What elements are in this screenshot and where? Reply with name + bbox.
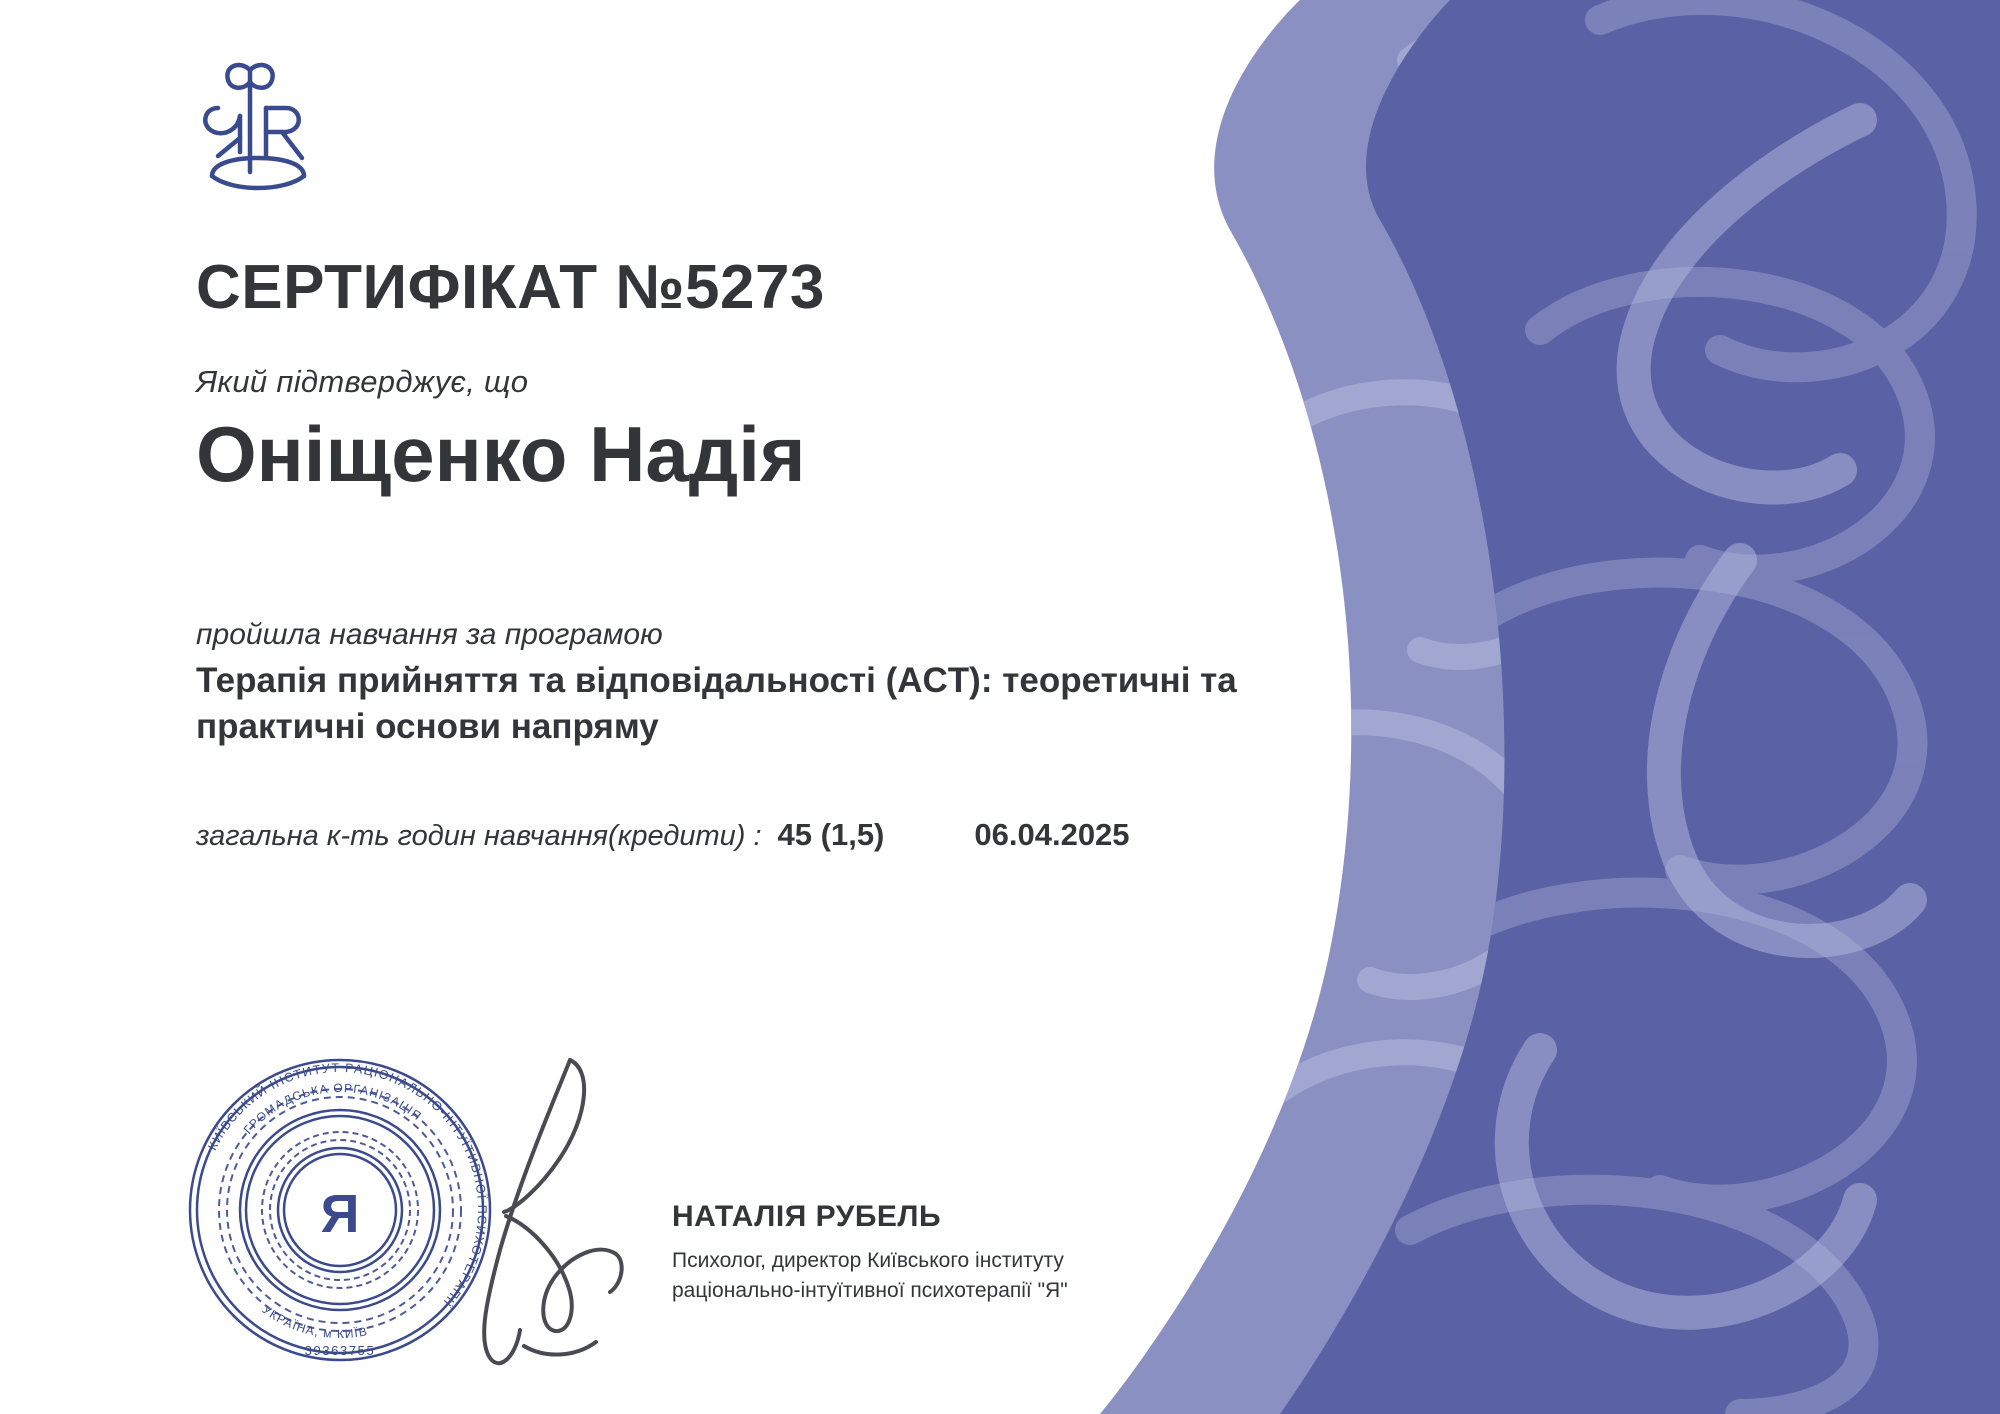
hours-value: 45 (1,5) xyxy=(777,816,885,852)
svg-text:УКРАЇНА, м КИЇВ: УКРАЇНА, м КИЇВ xyxy=(259,1302,370,1342)
svg-text:КИЇВСЬКИЙ ІНСТИТУТ РАЦІОНАЛЬНО: КИЇВСЬКИЙ ІНСТИТУТ РАЦІОНАЛЬНО-ІНТУЇТИВНОЇ ПСИХОТЕРАПІЇ xyxy=(205,1060,490,1310)
svg-text:39363755: 39363755 xyxy=(304,1343,376,1358)
page-title: СЕРТИФІКАТ №5273 xyxy=(196,253,825,322)
signer-role: Психолог, директор Київського інституту раціонально-інтуїтивної психотерапії "Я" xyxy=(672,1249,1068,1303)
signer-block xyxy=(672,1200,1152,1307)
hours-row xyxy=(196,817,1396,853)
svg-text:ГРОМАДСЬКА ОРГАНІЗАЦІЯ: ГРОМАДСЬКА ОРГАНІЗАЦІЯ xyxy=(240,1080,425,1137)
hours-label: загальна к-ть годин навчання(кредити) : xyxy=(196,819,762,852)
signer-name: НАТАЛІЯ РУБЕЛЬ xyxy=(672,1200,942,1233)
recipient-name: Оніщенко Надія xyxy=(196,410,806,499)
program-name: Терапія прийняття та відповідальності (ACT): теоретичні та практичні основи напряму xyxy=(196,661,1237,747)
institute-logo-icon xyxy=(188,52,328,202)
program-preamble: пройшла навчання за програмою xyxy=(196,618,663,652)
confirmation-line: Який підтверджує, що xyxy=(196,364,529,400)
svg-text:Я: Я xyxy=(320,1184,360,1244)
issue-date: 06.04.2025 xyxy=(974,816,1130,852)
certificate-content xyxy=(196,255,1396,853)
